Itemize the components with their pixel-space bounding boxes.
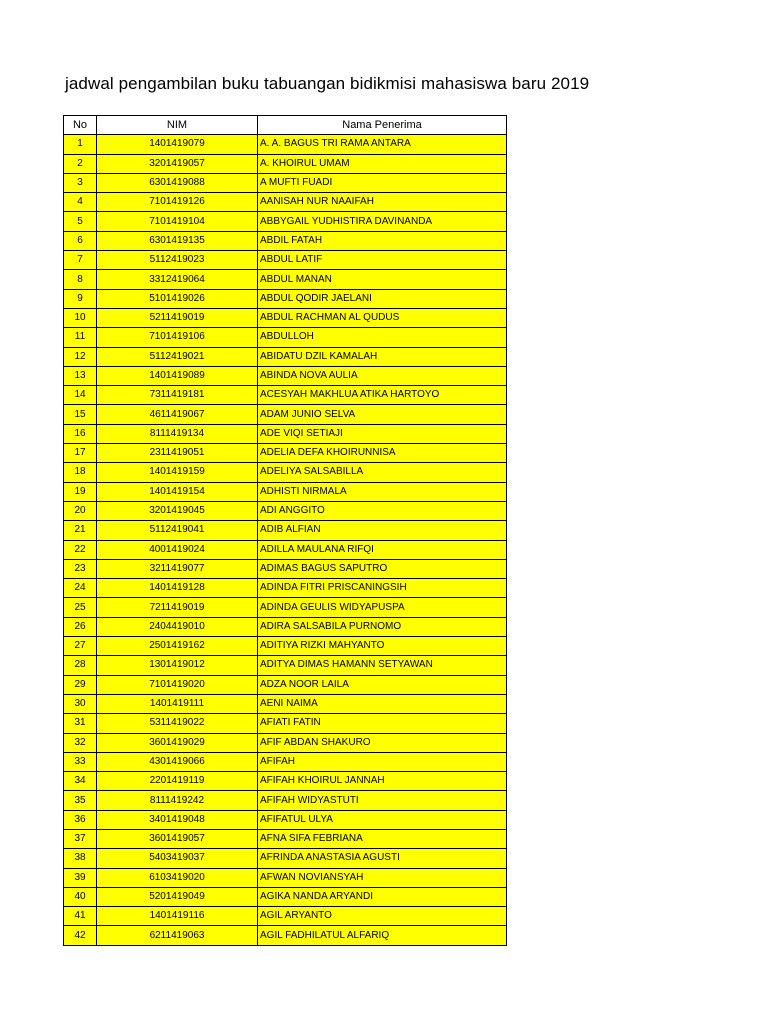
nim-cell: 5112419021: [97, 347, 258, 366]
nim-cell: 2311419051: [97, 444, 258, 463]
table-header-row: [64, 116, 507, 135]
row-number: 19: [64, 482, 97, 501]
nim-cell: 5101419026: [97, 289, 258, 308]
row-number: 33: [64, 752, 97, 771]
table-row: [64, 791, 507, 810]
table-row: [64, 675, 507, 694]
table-row: [64, 887, 507, 906]
recipient-name: ADI ANGGITO: [258, 501, 507, 520]
nim-cell: 1401419079: [97, 135, 258, 154]
nim-cell: 3211419077: [97, 559, 258, 578]
table-row: [64, 135, 507, 154]
nim-cell: 5112419023: [97, 251, 258, 270]
recipient-name: ABDULLOH: [258, 328, 507, 347]
row-number: 41: [64, 907, 97, 926]
recipient-name: AFNA SIFA FEBRIANA: [258, 829, 507, 848]
recipient-name: AFIFAH: [258, 752, 507, 771]
row-number: 21: [64, 521, 97, 540]
table-row: [64, 366, 507, 385]
table-row: [64, 598, 507, 617]
table-row: [64, 829, 507, 848]
row-number: 31: [64, 714, 97, 733]
nim-cell: 8111419242: [97, 791, 258, 810]
nim-cell: 1401419111: [97, 694, 258, 713]
nim-cell: 1301419012: [97, 656, 258, 675]
recipient-name: AFIFAH WIDYASTUTI: [258, 791, 507, 810]
recipient-table: [63, 115, 507, 946]
table-row: [64, 386, 507, 405]
nim-cell: 2201419119: [97, 772, 258, 791]
table-row: [64, 347, 507, 366]
nim-cell: 3401419048: [97, 810, 258, 829]
table-row: [64, 637, 507, 656]
row-number: 22: [64, 540, 97, 559]
recipient-name: ADELIA DEFA KHOIRUNNISA: [258, 444, 507, 463]
table-row: [64, 463, 507, 482]
nim-cell: 4301419066: [97, 752, 258, 771]
recipient-name: AFIATI FATIN: [258, 714, 507, 733]
recipient-name: A. A. BAGUS TRI RAMA ANTARA: [258, 135, 507, 154]
nim-cell: 3601419029: [97, 733, 258, 752]
row-number: 6: [64, 231, 97, 250]
table-row: [64, 251, 507, 270]
nim-cell: 5112419041: [97, 521, 258, 540]
nim-cell: 6211419063: [97, 926, 258, 945]
row-number: 35: [64, 791, 97, 810]
row-number: 37: [64, 829, 97, 848]
table-row: [64, 231, 507, 250]
table-row: [64, 193, 507, 212]
nim-cell: 7101419104: [97, 212, 258, 231]
row-number: 24: [64, 579, 97, 598]
table-row: [64, 733, 507, 752]
recipient-name: ABDUL MANAN: [258, 270, 507, 289]
row-number: 42: [64, 926, 97, 945]
recipient-name: ADINDA GEULIS WIDYAPUSPA: [258, 598, 507, 617]
table-row: [64, 521, 507, 540]
nim-cell: 7101419106: [97, 328, 258, 347]
table-row: [64, 907, 507, 926]
table-body: [64, 135, 507, 945]
row-number: 30: [64, 694, 97, 713]
nim-cell: 6103419020: [97, 868, 258, 887]
nim-cell: 5201419049: [97, 887, 258, 906]
row-number: 27: [64, 637, 97, 656]
row-number: 10: [64, 308, 97, 327]
row-number: 3: [64, 173, 97, 192]
recipient-name: ABDUL RACHMAN AL QUDUS: [258, 308, 507, 327]
row-number: 11: [64, 328, 97, 347]
recipient-name: AGIL ARYANTO: [258, 907, 507, 926]
recipient-name: ABINDA NOVA AULIA: [258, 366, 507, 385]
nim-cell: 1401419154: [97, 482, 258, 501]
row-number: 7: [64, 251, 97, 270]
row-number: 15: [64, 405, 97, 424]
nim-cell: 1401419089: [97, 366, 258, 385]
table-row: [64, 810, 507, 829]
table-row: [64, 154, 507, 173]
recipient-name: ABDUL LATIF: [258, 251, 507, 270]
row-number: 4: [64, 193, 97, 212]
table-row: [64, 289, 507, 308]
row-number: 34: [64, 772, 97, 791]
table-row: [64, 482, 507, 501]
recipient-name: ADIB ALFIAN: [258, 521, 507, 540]
table-row: [64, 617, 507, 636]
table-row: [64, 772, 507, 791]
row-number: 12: [64, 347, 97, 366]
nim-cell: 7311419181: [97, 386, 258, 405]
recipient-name: AGIKA NANDA ARYANDI: [258, 887, 507, 906]
nim-cell: 6301419088: [97, 173, 258, 192]
row-number: 38: [64, 849, 97, 868]
nim-cell: 7101419020: [97, 675, 258, 694]
nim-cell: 4611419067: [97, 405, 258, 424]
recipient-name: AFIFAH KHOIRUL JANNAH: [258, 772, 507, 791]
row-number: 29: [64, 675, 97, 694]
row-number: 13: [64, 366, 97, 385]
row-number: 18: [64, 463, 97, 482]
nim-cell: 5311419022: [97, 714, 258, 733]
recipient-name: ADINDA FITRI PRISCANINGSIH: [258, 579, 507, 598]
row-number: 1: [64, 135, 97, 154]
table-row: [64, 540, 507, 559]
recipient-name: ACESYAH MAKHLUA ATIKA HARTOYO: [258, 386, 507, 405]
row-number: 8: [64, 270, 97, 289]
recipient-name: ADIRA SALSABILA PURNOMO: [258, 617, 507, 636]
table-row: [64, 752, 507, 771]
table-row: [64, 212, 507, 231]
table-row: [64, 270, 507, 289]
row-number: 28: [64, 656, 97, 675]
header-no: No: [64, 116, 97, 135]
row-number: 36: [64, 810, 97, 829]
row-number: 40: [64, 887, 97, 906]
table-row: [64, 694, 507, 713]
table-row: [64, 444, 507, 463]
row-number: 26: [64, 617, 97, 636]
table-row: [64, 328, 507, 347]
nim-cell: 1401419159: [97, 463, 258, 482]
nim-cell: 2501419162: [97, 637, 258, 656]
recipient-name: ABDUL QODIR JAELANI: [258, 289, 507, 308]
row-number: 9: [64, 289, 97, 308]
table-row: [64, 714, 507, 733]
row-number: 23: [64, 559, 97, 578]
recipient-name: AANISAH NUR NAAIFAH: [258, 193, 507, 212]
nim-cell: 1401419128: [97, 579, 258, 598]
recipient-name: AFIF ABDAN SHAKURO: [258, 733, 507, 752]
recipient-name: AFWAN NOVIANSYAH: [258, 868, 507, 887]
table-row: [64, 926, 507, 945]
row-number: 17: [64, 444, 97, 463]
nim-cell: 7211419019: [97, 598, 258, 617]
recipient-name: ABDIL FATAH: [258, 231, 507, 250]
row-number: 16: [64, 424, 97, 443]
recipient-name: A MUFTI FUADI: [258, 173, 507, 192]
table-row: [64, 501, 507, 520]
recipient-name: ADILLA MAULANA RIFQI: [258, 540, 507, 559]
row-number: 39: [64, 868, 97, 887]
recipient-name: ADHISTI NIRMALA: [258, 482, 507, 501]
table-row: [64, 849, 507, 868]
nim-cell: 8111419134: [97, 424, 258, 443]
row-number: 32: [64, 733, 97, 752]
row-number: 2: [64, 154, 97, 173]
recipient-name: ADITIYA RIZKI MAHYANTO: [258, 637, 507, 656]
nim-cell: 3312419064: [97, 270, 258, 289]
recipient-name: A. KHOIRUL UMAM: [258, 154, 507, 173]
nim-cell: 4001419024: [97, 540, 258, 559]
recipient-name: ADE VIQI SETIAJI: [258, 424, 507, 443]
table-row: [64, 559, 507, 578]
table-row: [64, 173, 507, 192]
recipient-name: ADITYA DIMAS HAMANN SETYAWAN: [258, 656, 507, 675]
table-row: [64, 579, 507, 598]
table-row: [64, 424, 507, 443]
recipient-name: AGIL FADHILATUL ALFARIQ: [258, 926, 507, 945]
nim-cell: 5211419019: [97, 308, 258, 327]
nim-cell: 1401419116: [97, 907, 258, 926]
nim-cell: 5403419037: [97, 849, 258, 868]
recipient-name: ADIMAS BAGUS SAPUTRO: [258, 559, 507, 578]
header-nama-penerima: Nama Penerima: [258, 116, 507, 135]
row-number: 20: [64, 501, 97, 520]
recipient-name: ABBYGAIL YUDHISTIRA DAVINANDA: [258, 212, 507, 231]
recipient-name: ADELIYA SALSABILLA: [258, 463, 507, 482]
nim-cell: 7101419126: [97, 193, 258, 212]
recipient-name: ABIDATU DZIL KAMALAH: [258, 347, 507, 366]
nim-cell: 2404419010: [97, 617, 258, 636]
table-row: [64, 656, 507, 675]
recipient-name: AENI NAIMA: [258, 694, 507, 713]
nim-cell: 3201419045: [97, 501, 258, 520]
nim-cell: 6301419135: [97, 231, 258, 250]
recipient-name: AFIFATUL ULYA: [258, 810, 507, 829]
recipient-name: AFRINDA ANASTASIA AGUSTI: [258, 849, 507, 868]
nim-cell: 3601419057: [97, 829, 258, 848]
header-nim: NIM: [97, 116, 258, 135]
recipient-name: ADZA NOOR LAILA: [258, 675, 507, 694]
row-number: 5: [64, 212, 97, 231]
table-row: [64, 405, 507, 424]
recipient-name: ADAM JUNIO SELVA: [258, 405, 507, 424]
row-number: 25: [64, 598, 97, 617]
nim-cell: 3201419057: [97, 154, 258, 173]
table-row: [64, 308, 507, 327]
page-title: jadwal pengambilan buku tabuangan bidikmisi mahasiswa baru 2019: [65, 74, 590, 93]
table-row: [64, 868, 507, 887]
row-number: 14: [64, 386, 97, 405]
